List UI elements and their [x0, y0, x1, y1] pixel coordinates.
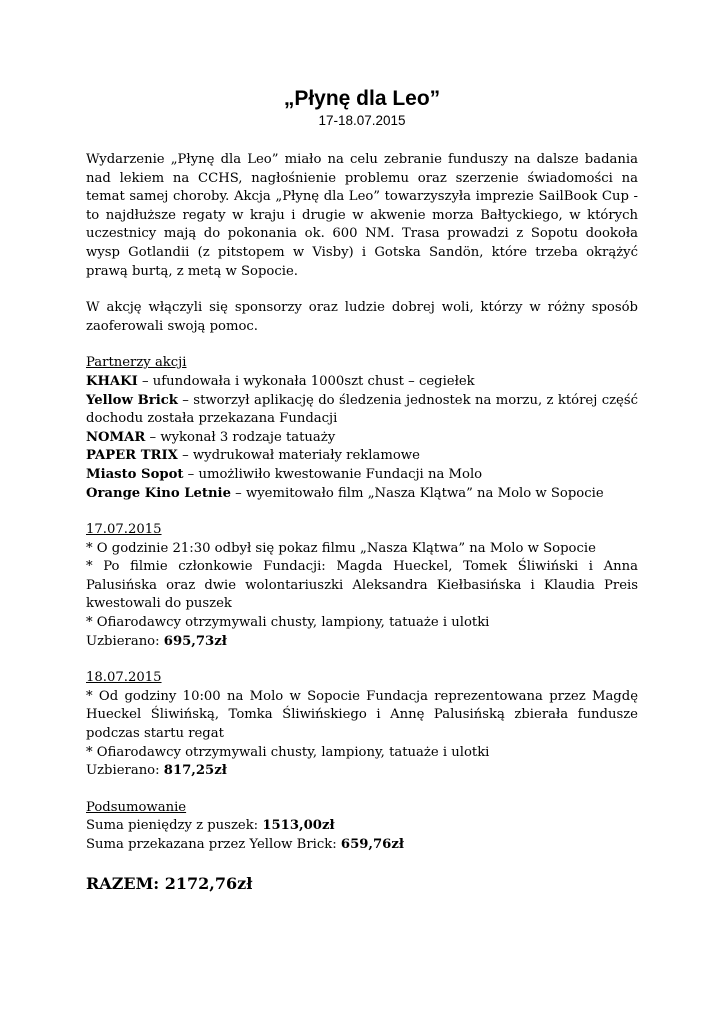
day1-heading: 17.07.2015	[86, 522, 162, 538]
sponsors-paragraph: W akcję włączyli się sponsorzy oraz ludzie dobrej woli, którzy w różny sposób zaoferowali swoją pomoc.	[86, 300, 638, 334]
document-page	[86, 86, 638, 895]
collected-label: Uzbierano:	[86, 633, 164, 649]
partner-item	[86, 373, 638, 392]
day2-line: * Ofiarodawcy otrzymywali chusty, lampiony, tatuaże i ulotki	[86, 744, 490, 760]
partner-name: Miasto Sopot	[86, 466, 184, 482]
summary-yb-value: 659,76zł	[340, 837, 404, 852]
partners-heading: Partnerzy akcji	[86, 355, 187, 371]
summary-section	[86, 799, 638, 855]
partner-item	[86, 392, 638, 429]
partner-desc: – umożliwiło kwestowanie Fundacji na Molo	[183, 466, 483, 482]
collected-value: 695,73zł	[163, 633, 227, 649]
partner-name: PAPER TRIX	[86, 448, 178, 464]
partner-item	[86, 447, 638, 466]
summary-boxes-label: Suma pieniędzy z puszek:	[86, 818, 263, 834]
partner-name: Yellow Brick	[86, 392, 178, 408]
day2-collected	[86, 762, 638, 781]
day1-section	[86, 521, 638, 651]
partner-desc: – ufundowała i wykonała 1000szt chust – cegiełek	[137, 373, 475, 389]
partner-item	[86, 466, 638, 485]
partner-desc: – wydrukował materiały reklamowe	[177, 448, 420, 464]
day1-collected	[86, 633, 638, 652]
summary-yellowbrick	[86, 836, 638, 855]
partner-name: Orange Kino Letnie	[86, 485, 231, 501]
day1-line: * Ofiarodawcy otrzymywali chusty, lampiony, tatuaże i ulotki	[86, 615, 490, 631]
partners-section	[86, 354, 638, 503]
day2-line: * Od godziny 10:00 na Molo w Sopocie Fundacja reprezentowana przez Magdę Hueckel Śliwińską, Tomka Śliwińskiego i Annę Palusińską zbierała fundusze podczas startu regat	[86, 688, 638, 742]
summary-boxes-value: 1513,00zł	[262, 818, 335, 834]
partner-item	[86, 429, 638, 448]
summary-heading: Podsumowanie	[86, 799, 187, 815]
day2-heading: 18.07.2015	[86, 670, 162, 686]
partner-name: KHAKI	[86, 373, 138, 389]
partner-desc: – wykonał 3 rodzaje tatuaży	[145, 429, 336, 445]
partner-name: NOMAR	[86, 429, 146, 445]
day1-line: * Po filmie członkowie Fundacji: Magda Hueckel, Tomek Śliwiński i Anna Palusińska oraz dwie wolontariuszki Aleksandra Kiełbasińska i Klaudia Preis kwestowali do puszek	[86, 559, 638, 612]
intro-paragraph: Wydarzenie „Płynę dla Leo” miało na celu zebranie funduszy na dalsze badania nad lekiem na CCHS, nagłośnienie problemu oraz szerzenie świadomości na temat samej choroby. Akcja „Płynę dla Leo” towarzyszyła imprezie SailBook Cup - to najdłuższe regaty w kraju i drugie w akwenie morza Bałtyckiego, w których uczestnicy mają do pokonania ok. 600 NM. Trasa prowadzi z Sopotu dookoła wysp Gotlandii (z pitstopem w Visby) i Gotska Sandön, które trzeba okrążyć prawą burtą, z metą w Sopocie.	[86, 152, 638, 279]
summary-yb-label: Suma przekazana przez Yellow Brick:	[86, 837, 341, 852]
event-date: 17-18.07.2015	[318, 113, 406, 128]
summary-boxes	[86, 817, 638, 836]
collected-label: Uzbierano:	[86, 763, 164, 779]
day1-line: * O godzinie 21:30 odbył się pokaz filmu „Nasza Klątwa” na Molo w Sopocie	[86, 540, 596, 556]
day2-section	[86, 669, 638, 781]
partner-desc: – wyemitowało film „Nasza Klątwa” na Molo w Sopocie	[230, 485, 604, 501]
collected-value: 817,25zł	[163, 763, 227, 779]
partner-desc: – stworzył aplikację do śledzenia jednostek na morzu, z której część dochodu została przekazana Fundacji	[86, 392, 639, 427]
partner-item	[86, 485, 638, 504]
document-title: „Płynę dla Leo”	[283, 87, 441, 110]
grand-total: RAZEM: 2172,76zł	[86, 873, 253, 893]
